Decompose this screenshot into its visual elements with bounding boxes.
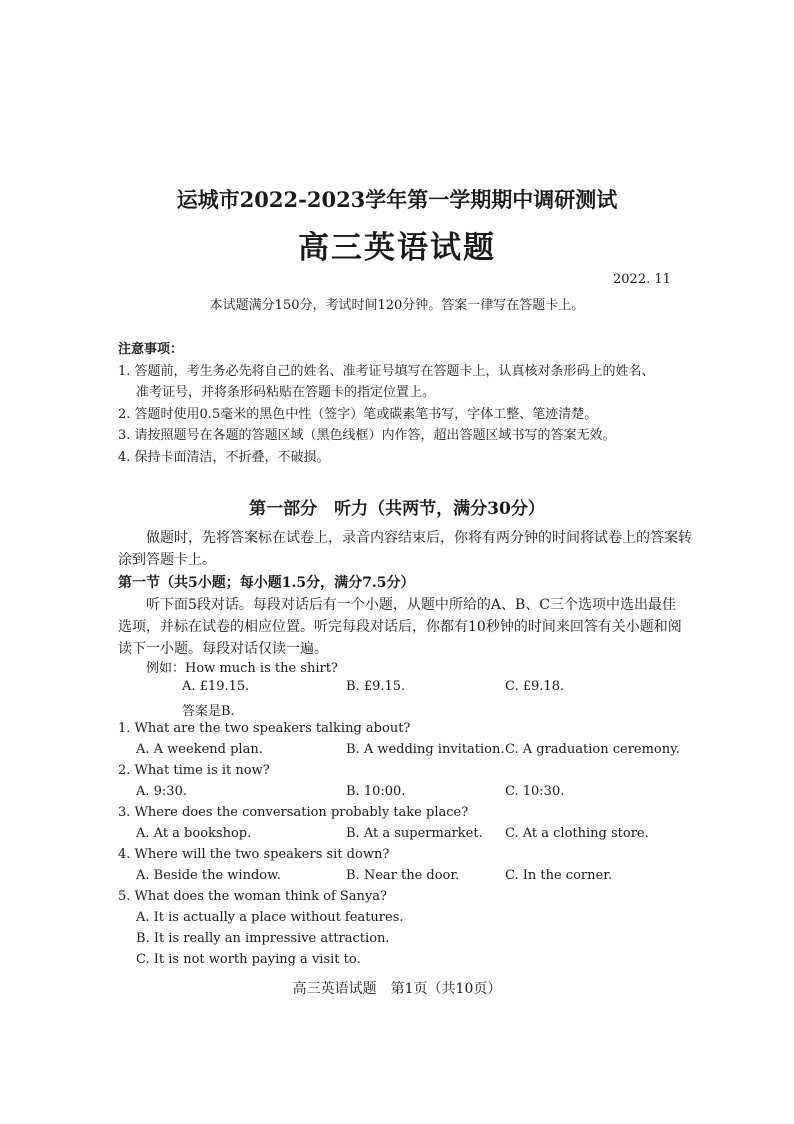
option-a: A. 9:30. (136, 784, 187, 799)
exam-info: 本试题满分150分，考试时间120分钟。答案一律写在答题卡上。 (209, 298, 585, 313)
option-a: A. Beside the window. (136, 868, 281, 883)
notice-item: 2. 答题时使用0.5毫米的黑色中性（签字）笔或碳素笔书写，字体工整、笔迹清楚。 (118, 407, 598, 422)
example-option-b: B. £9.15. (346, 679, 406, 694)
instruction-line: 读下一小题。每段对话仅读一遍。 (118, 641, 328, 657)
option-b: B. At a supermarket. (346, 826, 483, 841)
example-option-a: A. £19.15. (182, 679, 250, 694)
question: 2. What time is it now? (118, 763, 270, 778)
question: 4. Where will the two speakers sit down? (118, 847, 390, 862)
intro-line: 涂到答题卡上。 (118, 552, 216, 568)
question: 5. What does the woman think of Sanya? (118, 889, 387, 904)
example-option-c: C. £9.18. (505, 679, 565, 694)
instruction-line: 选项，并标在试卷的相应位置。听完每段对话后，你都有10秒钟的时间来回答有关小题和阅 (118, 619, 682, 635)
option-b: B. It is really an impressive attraction. (136, 931, 390, 946)
instruction-line: 听下面5段对话。每段对话后有一个小题，从题中所给的A、B、C三个选项中选出最佳 (146, 597, 677, 613)
notice-item: 1. 答题前，考生务必先将自己的姓名、准考证号填写在答题卡上，认真核对条形码上的姓名、 (118, 364, 655, 379)
notice-item: 准考证号，并将条形码粘贴在答题卡的指定位置上。 (136, 385, 436, 400)
notice-item: 4. 保持卡面清洁，不折叠，不破损。 (118, 450, 330, 465)
exam-subtitle: 高三英语试题 (298, 230, 496, 266)
option-b: B. 10:00. (346, 784, 406, 799)
example-question: 例如：How much is the shirt? (146, 661, 338, 676)
option-a: A. It is actually a place without features. (136, 910, 404, 925)
option-a: A. A weekend plan. (136, 742, 263, 757)
option-c: C. At a clothing store. (505, 826, 649, 841)
intro-line: 做题时，先将答案标在试卷上，录音内容结束后，你将有两分钟的时间将试卷上的答案转 (146, 530, 692, 546)
option-a: A. At a bookshop. (136, 826, 252, 841)
option-b: B. Near the door. (346, 868, 460, 883)
option-c: C. In the corner. (505, 868, 613, 883)
question: 3. Where does the conversation probably take place? (118, 805, 469, 820)
part-title: 第一部分 听力（共两节，满分30分） (249, 499, 545, 519)
option-c: C. 10:30. (505, 784, 565, 799)
notice-title: 注意事项： (118, 342, 184, 357)
section-title: 第一节（共5小题；每小题1.5分，满分7.5分） (118, 575, 415, 591)
example-answer: 答案是B. (182, 704, 235, 719)
exam-date: 2022. 11 (613, 272, 671, 287)
option-c: C. It is not worth paying a visit to. (136, 952, 361, 967)
question: 1. What are the two speakers talking about? (118, 721, 411, 736)
notice-item: 3. 请按照题号在各题的答题区域（黑色线框）内作答，超出答题区域书写的答案无效。 (118, 428, 616, 443)
option-b: B. A wedding invitation. (346, 742, 505, 757)
page-footer: 高三英语试题 第1页（共10页） (292, 981, 502, 997)
exam-title: 运城市2022-2023学年第一学期期中调研测试 (176, 187, 618, 212)
option-c: C. A graduation ceremony. (505, 742, 680, 757)
